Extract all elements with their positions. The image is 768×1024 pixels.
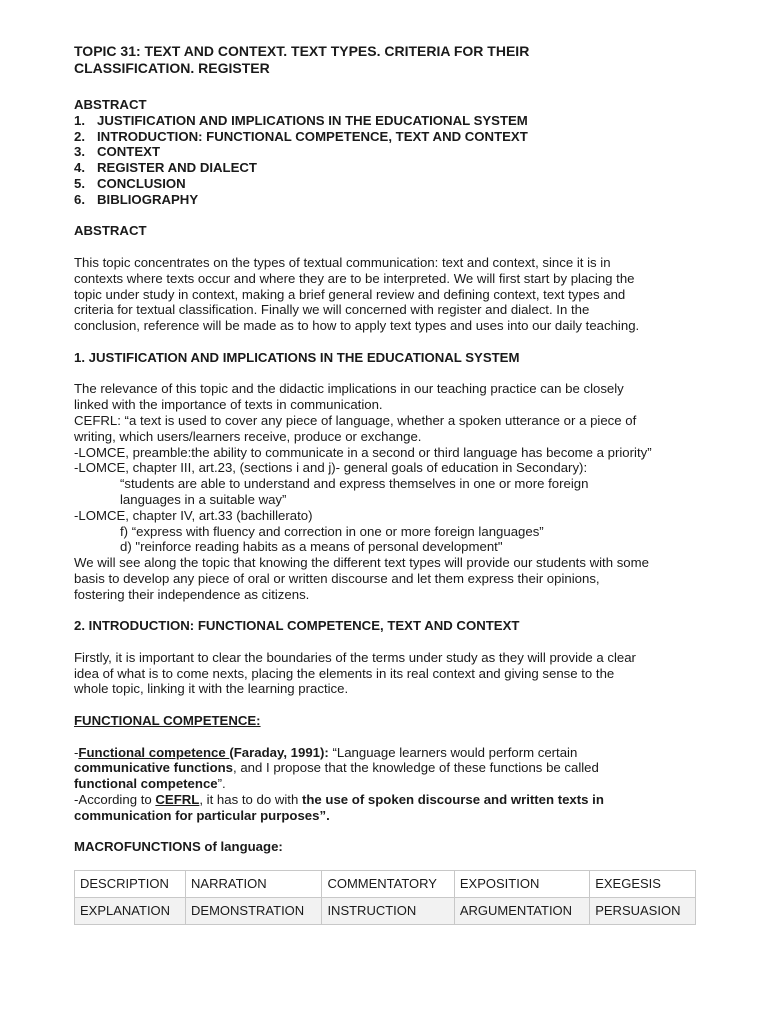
text-line: The relevance of this topic and the didactic implications in our teaching practice can be closely (74, 381, 624, 397)
toc-item-number: 2. (74, 128, 85, 144)
text-line: Firstly, it is important to clear the boundaries of the terms under study as they will provide a clear (74, 649, 636, 665)
quote-text: “Language learners would perform certain (328, 744, 578, 760)
table-cell: PERSUASION (590, 898, 696, 925)
quote-text: , and I propose that the knowledge of these functions be called (233, 760, 599, 776)
toc-item-number: 1. (74, 112, 85, 128)
list-item: f) “express with fluency and correction in one or more foreign languages” (120, 523, 544, 539)
section-heading: 1. JUSTIFICATION AND IMPLICATIONS IN THE EDUCATIONAL SYSTEM (74, 349, 520, 365)
table-cell: INSTRUCTION (322, 898, 454, 925)
text-line: basis to develop any piece of oral or written discourse and let them express their opinions, (74, 570, 600, 586)
title-line: CLASSIFICATION. REGISTER (74, 60, 270, 76)
table-row (75, 898, 696, 925)
dash: - (74, 744, 79, 760)
toc-item-number: 5. (74, 175, 85, 191)
text-line: topic under study in context, making a brief general review and defining context, text types and (74, 286, 626, 302)
document-body (74, 43, 696, 925)
toc-item-number: 6. (74, 191, 85, 207)
emphasis: communicative functions (74, 760, 234, 776)
abstract-heading: ABSTRACT (74, 223, 147, 239)
toc-item-label: CONTEXT (97, 144, 161, 160)
toc-item-label: CONCLUSION (97, 175, 186, 191)
text-line: We will see along the topic that knowing the different text types will provide our students with some (74, 555, 649, 571)
table-cell: COMMENTATORY (322, 871, 454, 898)
document-title (74, 43, 696, 77)
toc-item-number: 4. (74, 160, 85, 176)
toc-item-label: JUSTIFICATION AND IMPLICATIONS IN THE EDUCATIONAL SYSTEM (97, 112, 528, 128)
subsection-heading: MACROFUNCTIONS of language: (74, 839, 283, 855)
emphasis: the use of spoken discourse and written texts in (301, 792, 604, 808)
section-heading: 2. INTRODUCTION: FUNCTIONAL COMPETENCE, TEXT AND CONTEXT (74, 618, 520, 634)
table-cell: EXEGESIS (590, 871, 696, 898)
toc-item (74, 129, 696, 145)
table-of-contents (74, 113, 696, 208)
text-line: -LOMCE, chapter IV, art.33 (bachillerato) (74, 507, 313, 523)
text-line: CEFRL: “a text is used to cover any piece of language, whether a spoken utterance or a piece of (74, 412, 637, 428)
table-cell: NARRATION (186, 871, 322, 898)
citation: (Faraday, 1991): (229, 744, 329, 760)
toc-item-label: INTRODUCTION: FUNCTIONAL COMPETENCE, TEXT AND CONTEXT (97, 128, 528, 144)
table-cell: DESCRIPTION (75, 871, 186, 898)
toc-item (74, 192, 696, 208)
emphasis: functional competence (74, 776, 218, 792)
text-line: communication for particular purposes”. (74, 807, 330, 823)
cefrl-term: CEFRL (155, 792, 200, 808)
text-line: -LOMCE, preamble:the ability to communicate in a second or third language has become a priority” (74, 444, 652, 460)
macrofunctions-table (74, 870, 696, 925)
toc-item-number: 3. (74, 144, 85, 160)
toc-item-label: BIBLIOGRAPHY (97, 191, 199, 207)
title-line: TOPIC 31: TEXT AND CONTEXT. TEXT TYPES. CRITERIA FOR THEIR (74, 43, 530, 59)
text-line: linked with the importance of texts in communication. (74, 397, 383, 413)
text-line: -LOMCE, chapter III, art.23, (sections i and j)- general goals of education in Secondary): (74, 460, 588, 476)
quote-text: ”. (217, 776, 226, 792)
table-cell: DEMONSTRATION (186, 898, 322, 925)
text: -According to (74, 792, 156, 808)
table-row (75, 871, 696, 898)
abstract-paragraph (74, 255, 696, 334)
functional-competence-paragraph (74, 745, 696, 824)
quote-line: “students are able to understand and express themselves in one or more foreign (120, 476, 589, 492)
text-line (74, 792, 696, 808)
text-line: criteria for textual classification. Finally we will concerned with register and dialect. In the (74, 302, 590, 318)
text-line: conclusion, reference will be made as to how to apply text types and uses into our daily teaching. (74, 318, 640, 334)
text-line: fostering their independence as citizens. (74, 586, 310, 602)
text-line: writing, which users/learners receive, produce or exchange. (74, 428, 422, 444)
text-line (74, 745, 696, 761)
toc-heading: ABSTRACT (74, 97, 147, 112)
toc-item (74, 176, 696, 192)
toc-item (74, 144, 696, 160)
text-line: whole topic, linking it with the learning practice. (74, 681, 349, 697)
text: , it has to do with (199, 792, 302, 808)
toc-item (74, 160, 696, 176)
table-cell: ARGUMENTATION (454, 898, 589, 925)
text-line: idea of what is to come nexts, placing the elements in its real context and giving sense to the (74, 665, 615, 681)
text-line: This topic concentrates on the types of textual communication: text and context, since it is in (74, 254, 611, 270)
subsection-heading: FUNCTIONAL COMPETENCE: (74, 713, 261, 729)
section1-body (74, 381, 696, 602)
toc-item (74, 113, 696, 129)
text-line (74, 760, 696, 776)
text-line: contexts where texts occur and where they are to be interpreted. We will first start by placing the (74, 270, 635, 286)
section2-body (74, 650, 696, 697)
list-item: d) "reinforce reading habits as a means of personal development" (120, 539, 503, 555)
quote-line: languages in a suitable way” (120, 491, 287, 507)
table-cell: EXPOSITION (454, 871, 589, 898)
term: Functional competence (78, 744, 230, 760)
table-cell: EXPLANATION (75, 898, 186, 925)
text-line (74, 776, 696, 792)
toc-item-label: REGISTER AND DIALECT (97, 160, 257, 176)
